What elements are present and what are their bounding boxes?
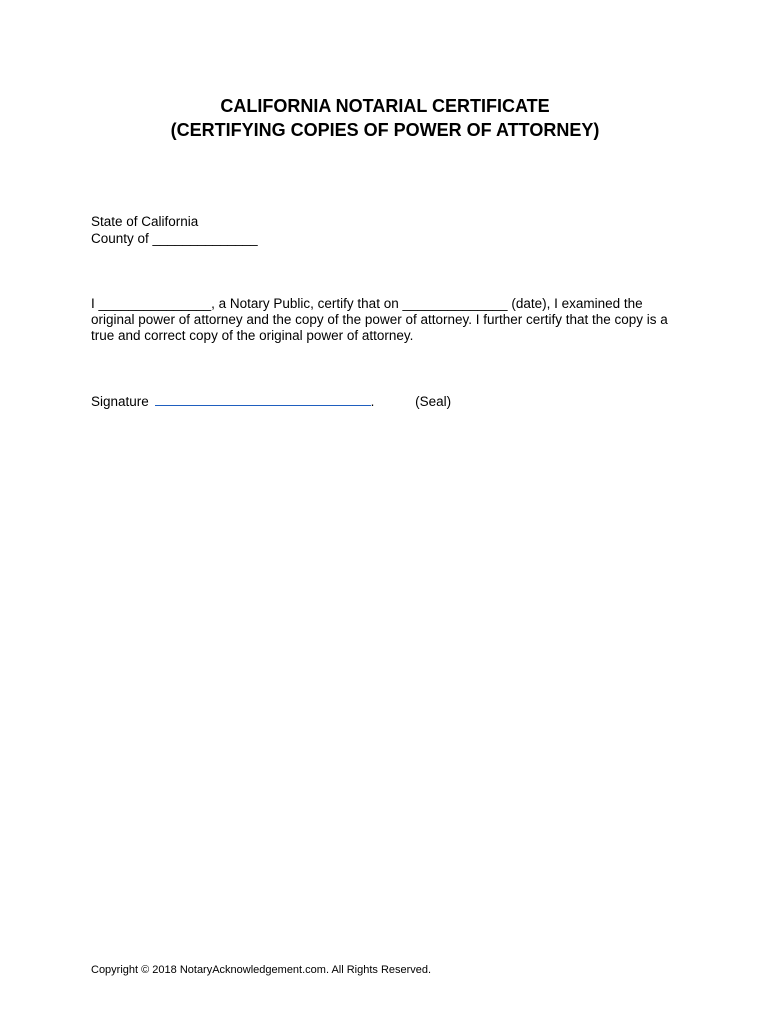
signature-field[interactable] (155, 392, 371, 406)
seal-label: (Seal) (415, 394, 452, 409)
signature-period: . (370, 394, 375, 409)
venue-block (91, 213, 258, 247)
title-line-1: CALIFORNIA NOTARIAL CERTIFICATE (220, 96, 550, 116)
title-line-2: (CERTIFYING COPIES OF POWER OF ATTORNEY) (170, 120, 600, 140)
copyright-footer: Copyright © 2018 NotaryAcknowledgement.com. All Rights Reserved. (91, 964, 432, 976)
document-title (0, 94, 770, 142)
signature-label: Signature (91, 394, 149, 409)
county-line: County of ______________ (91, 231, 258, 246)
state-line: State of California (91, 214, 199, 229)
certification-paragraph: I _______________, a Notary Public, certify that on ______________ (date), I examined the original power of attorney and the copy of the power of attorney. I further certify that the copy is a true and correct copy of the original power of attorney. (91, 296, 668, 343)
signature-row (91, 392, 451, 410)
